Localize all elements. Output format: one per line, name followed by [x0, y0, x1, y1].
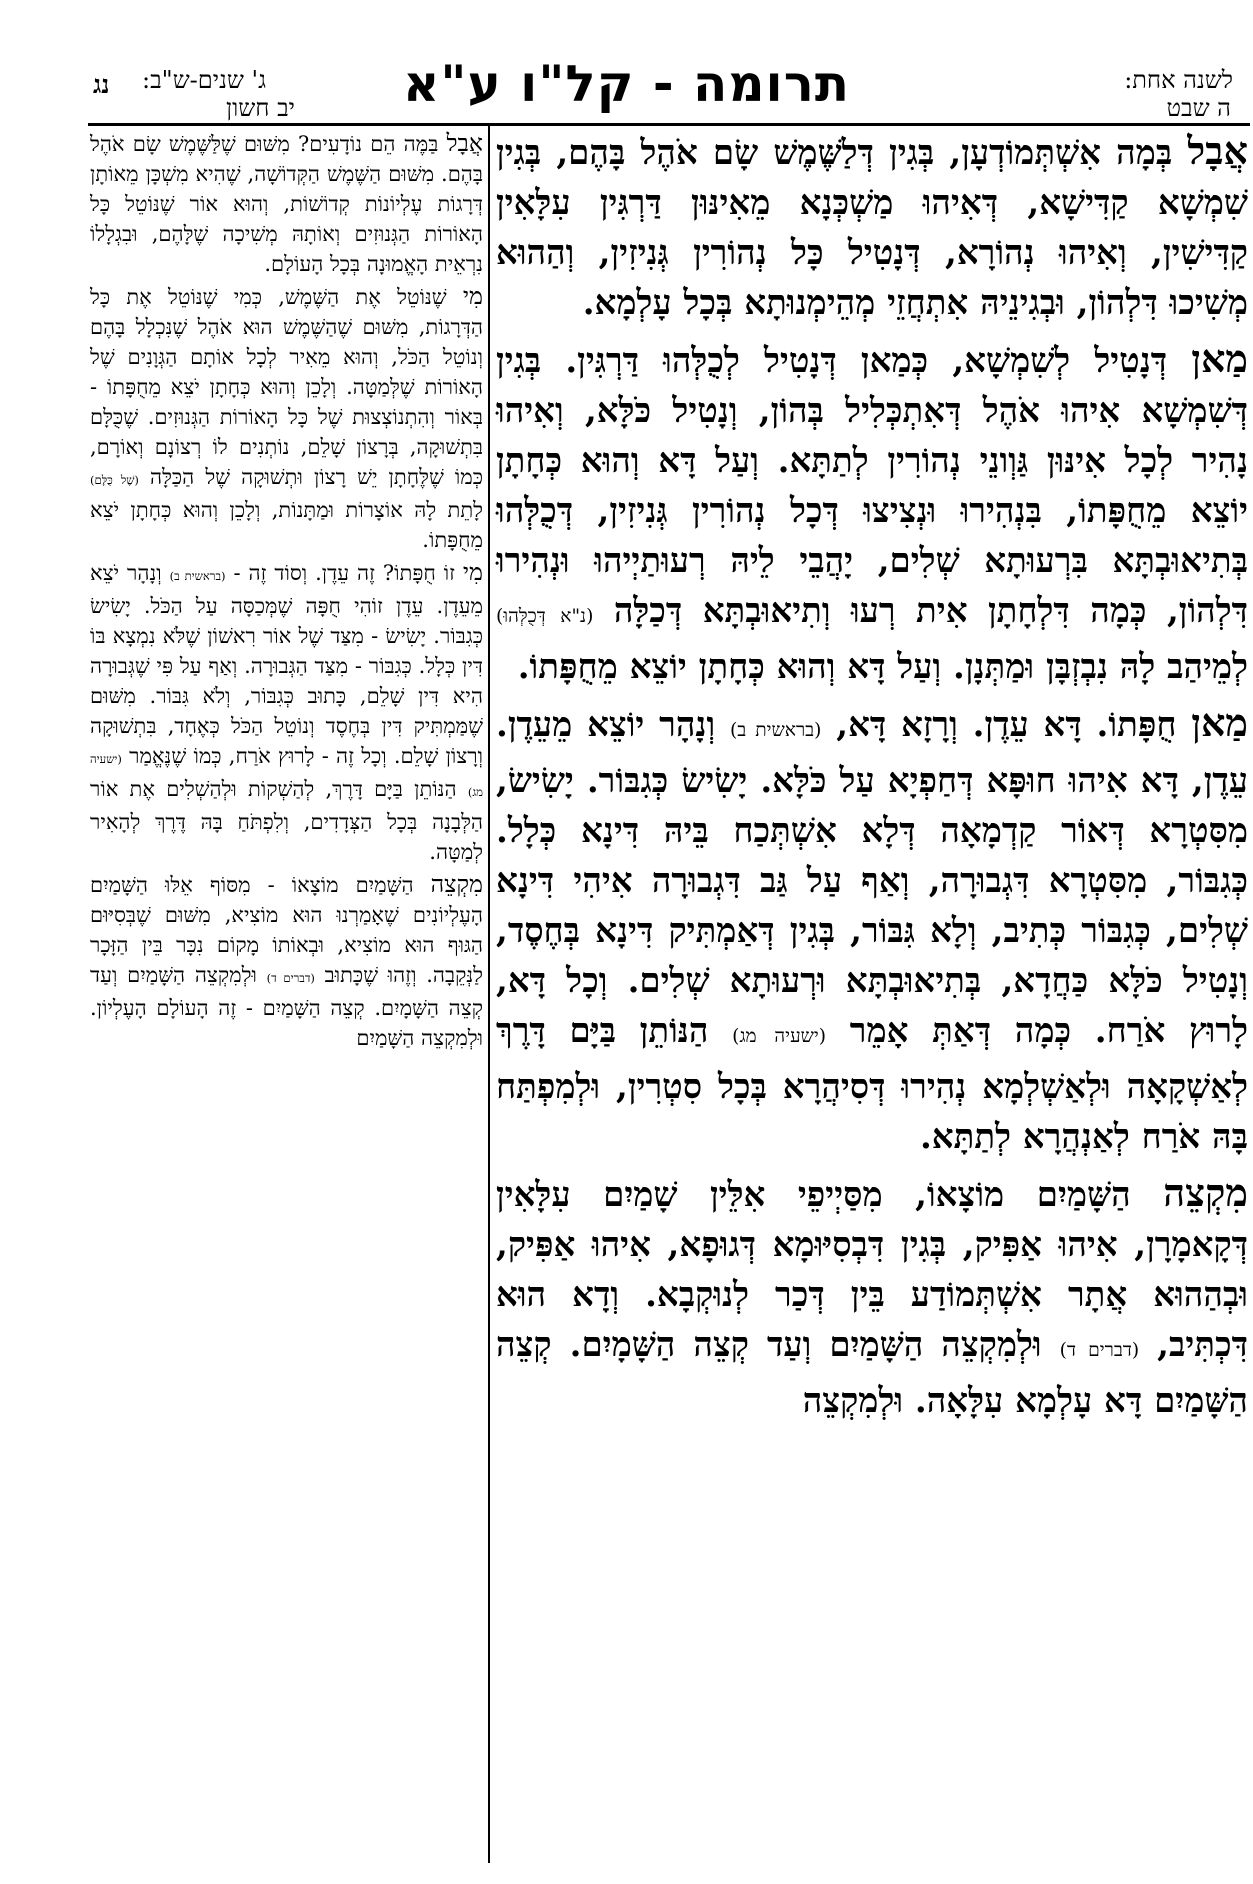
source-reference: (דברים ד): [266, 971, 315, 985]
variant-reading-note: (נ"א דְּכֻלְּהוּ): [496, 606, 594, 627]
column-divider: [488, 123, 490, 1863]
source-reference: (בראשית ב): [729, 720, 822, 741]
commentary-paragraph-4: [90, 869, 483, 1053]
page-number: נג: [93, 70, 110, 99]
commentary-column: [90, 128, 483, 1053]
source-reference: (דברים ד): [1059, 1340, 1140, 1361]
schedule-three-years-date: יב חשון: [226, 94, 295, 122]
schedule-three-years-label: ג' שנים-ש"ב:: [142, 66, 267, 94]
paragraph-text-continued: לָתֵת לָהּ אוֹצָרוֹת וּמַתָּנוֹת, וְלָכֵן וְהוּא כְּחָתָן יֹצֵא מֵחֻפָּתוֹ.: [90, 498, 483, 552]
paragraph-text: שֶׁנּוֹטֵל אֶת הַשֶּׁמֶשׁ, כְּמִי שֶׁנּוֹטֵל אֶת כָּל הַדְּרָגוֹת, מִשּׁוּם שֶׁהַשֶּׁמֶשׁ הוּא אֹהֶל שֶׁנִּכְלָל בָּהֶם וְנוֹטֵל הַכֹּל, וְהוּא מֵאִיר לְכָל אוֹתָם הַגְּוָנִים שֶׁל הָאוֹרוֹת שֶׁלְּמַטָּה. וְלָכֵן וְהוּא כְּחָתָן יֹצֵא מֵחֻפָּתוֹ - בְּאוֹר וְהִתְנוֹצְצוּת שֶׁל כָּל הָאוֹרוֹת הַגְּנוּזִים. שֶׁכֻּלָּם בִּתְשׁוּקָה, בְּרָצוֹן שָׁלֵם, נוֹתְנִים לוֹ רְצוֹנָם וְאוֹרָם, כְּמוֹ שֶׁלֶּחָתָן יֵשׁ רָצוֹן וּתְשׁוּקָה שֶׁל הַכַּלָּה: [90, 285, 483, 489]
paragraph-text: זוֹ חֻפָּתוֹ? זֶה עֵדֶן. וְסוֹד זֶה -: [225, 561, 463, 585]
paragraph-text: הַשָּׁמַיִם מוֹצָאוֹ, מִסַּיְיפֵי אִלֵּין שָׁמַיִם עִלָּאִין דְּקָאמָרָן, אִיהוּ אַפִּיק, בְּגִין דִּבְסִיּוּמָא דְּגוּפָא, אִיהוּ אַפִּיק, וּבְהַהוּא אֲתָר אִשְׁתְּמוֹדַע בֵּין דְּכַר לְנוּקְבָא. וְדָא הוּא דִּכְתִּיב,: [496, 1175, 1248, 1365]
opening-word: מִי: [462, 282, 483, 310]
schedule-one-year-date: ה שבט: [1166, 94, 1231, 122]
paragraph-text: חֻפָּתוֹ. דָּא עֵדֶן. וְרָזָא דָּא,: [821, 705, 1192, 745]
source-reference: (ישעיה מג): [732, 1026, 827, 1047]
source-reference: (ישעיה מג): [90, 752, 483, 799]
variant-reading-note: (שֶׁל כֻּלָּם): [90, 473, 139, 487]
paragraph-text: בַּמֶּה הֵם נוֹדָעִים? מִשּׁוּם שֶׁלַּשֶּׁמֶשׁ שָׂם אֹהֶל בָּהֶם. מִשּׁוּם הַשֶּׁמֶשׁ הַקְּדוֹשָׁה, שֶׁהִיא מִשְׁכָּן מֵאוֹתָן דְּרָגוֹת עֶלְיוֹנוֹת קְדוֹשׁוֹת, וְהוּא אוֹר שֶׁנּוֹטֵל כָּל הָאוֹרוֹת הַגְּנוּזִים וְאוֹתָהּ מְשִׁיכָה שֶׁלָּהֶם, וּבִגְלָלוֹ נִרְאֵית הָאֱמוּנָה בְּכָל הָעוֹלָם.: [90, 132, 483, 276]
paragraph-text-continued: וּלְמִקְצֵה הַשָּׁמַיִם וְעַד קְצֵה הַשָּׁמָיִם. קְצֵה הַשָּׁמַיִם דָּא עָלְמָא עִלָּאָה. וּלְמִקְצֵה: [496, 1325, 1248, 1421]
main-paragraph-1: [496, 126, 1248, 328]
commentary-paragraph-3: [90, 557, 483, 867]
opening-word: מִקְצֵה: [1163, 1170, 1248, 1215]
main-paragraph-3: [496, 698, 1248, 1162]
paragraph-text: דְּנָטִיל לְשִׁמְשָׁא, כְּמַאן דְּנָטִיל לְכֻלְּהוּ דַּרְגִּין. בְּגִין דְּשִׁמְשָׁא אִיהוּ אֹהֶל דְּאִתְכְּלִיל בְּהוֹן, וְנָטִיל כֹּלָּא, וְאִיהוּ נָהִיר לְכָל אִינּוּן גַּוְונֵי נְהוֹרִין לְתַתָּא. וְעַל דָּא וְהוּא כְּחָתָן יוֹצֵא מֵחֻפָּתוֹ, בִּנְהִירוּ וּנְצִיצוּ דְּכָל נְהוֹרִין גְּנִיזִין, דְּכֻלְּהוּ בְּתִיאוּבְתָּא בִּרְעוּתָא שְׁלִים, יָהֲבֵי לֵיהּ רְעוּתַיְיהוּ וּנְהִירוּ דִּלְהוֹן, כְּמָה דִּלְחָתָן אִית רְעוּ וְתִיאוּבְתָּא דְּכַלָּה: [496, 341, 1248, 631]
paragraph-text: בְּמָה אִשְׁתְּמוֹדְעָן, בְּגִין דְּלַשֶּׁמֶשׁ שָׂם אֹהֶל בָּהֶם, בְּגִין שִׁמְשָׁא קַדִּישָׁא, דְּאִיהוּ מַשְׁכְּנָא מֵאִינּוּן דַּרְגִּין עִלָּאִין קַדִּישִׁין, וְאִיהוּ נְהוֹרָא, דְּנָטִיל כָּל נְהוֹרִין גְּנִיזִין, וְהַהוּא מְשִׁיכוּ דִּלְהוֹן, וּבְגִינֵיהּ אִתְחֲזֵי מְהֵימְנוּתָא בְּכָל עָלְמָא.: [496, 133, 1248, 323]
paragraph-text-continued: הַנּוֹתֵן בַּיָּם דָּרֶךְ לְאַשְׁקָאָה וּלְאַשְׁלְמָא נְהִירוּ דְּסִיהֲרָא בְּכָל סִטְרִין, וּלְמִפְתַּח בָּהּ אֹרַח לְאַנְהֲרָא לְתַתָּא.: [496, 1011, 1248, 1157]
page-title: תרומה - קל"ו ע"א: [403, 55, 850, 113]
main-paragraph-2: [496, 334, 1248, 692]
source-reference: (בראשית ב): [169, 569, 226, 583]
opening-word: אֲבָל: [1187, 128, 1248, 173]
schedule-one-year-label: לשנה אחת:: [1124, 66, 1233, 94]
page-header: [0, 0, 1253, 120]
opening-word: מַאן: [1191, 700, 1248, 745]
paragraph-text-continued: לְמֵיהַב לָהּ נִבְזְבָּן וּמַתְּנָן. וְעַל דָּא וְהוּא כְּחָתָן יוֹצֵא מֵחֻפָּתוֹ.: [517, 647, 1248, 687]
opening-word: מִקְצֵה: [430, 870, 483, 898]
main-text-column: [496, 126, 1248, 1426]
opening-word: אֲבָל: [446, 129, 483, 157]
main-paragraph-4: [496, 1168, 1248, 1426]
paragraph-text-continued: וְנָהָר יוֹצֵא מֵעֵדֶן. עֵדֶן, דָּא אִיהוּ חוּפָּא דְּחַפְיָא עַל כֹּלָּא. יָשִׂישׂ כְּגִבּוֹר. יָשִׂישׂ, מִסִּטְרָא דְּאוֹר קַדְמָאָה דְּלָא אִשְׁתְּכַח בֵּיהּ דִּינָא כְּלָל. כְּגִבּוֹר, מִסִּטְרָא דִּגְבוּרָה, וְאַף עַל גַּב דִּגְבוּרָה אִיהִי דִּינָא שְׁלִים, כְּגִבּוֹר כְּתִיב, וְלָא גִּבּוֹר, בְּגִין דְּאַמְתִּיק דִּינָא בְּחֶסֶד, וְנָטִיל כֹּלָּא כַּחֲדָא, בְּתִיאוּבְתָּא וּרְעוּתָא שְׁלִים. וְכָל דָּא, לָרוּץ אֹרַח. כְּמָה דְּאַתְּ אָמֵר: [496, 705, 1248, 1051]
paragraph-text: הַשָּׁמַיִם מוֹצָאוֹ - מִסּוֹף אֵלּוּ הַשָּׁמַיִם הָעֶלְיוֹנִים שֶׁאָמַרְנוּ הוּא מוֹצִיא, מִשּׁוּם שֶׁבְּסִיּוּם הַגּוּף הוּא מוֹצִיא, וּבְאוֹתוֹ מָקוֹם נִכָּר בֵּין הַזָּכָר לַנְּקֵבָה. וְזֶהוּ שֶׁכָּתוּב: [90, 873, 483, 987]
paragraph-text-continued: וְנָהָר יֹצֵא מֵעֵדֶן. עֵדֶן זוֹהִי חֻפָּה שֶׁמְּכַסָּה עַל הַכֹּל. יָשִׂישׂ כְּגִבּוֹר. יָשִׂישׂ - מִצַּד שֶׁל אוֹר רִאשׁוֹן שֶׁלֹּא נִמְצָא בּוֹ דִּין כְּלָל. כְּגִבּוֹר - מִצַּד הַגְּבוּרָה. וְאַף עַל פִּי שֶׁגְּבוּרָה הִיא דִּין שָׁלֵם, כָּתוּב כְּגִבּוֹר, וְלֹא גִּבּוֹר. מִשּׁוּם שֶׁמַּמְתִּיק דִּין בְּחֶסֶד וְנוֹטֵל הַכֹּל כְּאֶחָד, בִּתְשׁוּקָה וְרָצוֹן שָׁלֵם. וְכָל זֶה - לָרוּץ אֹרַח, כְּמוֹ שֶׁנֶּאֱמַר: [90, 561, 483, 768]
paragraph-text-continued: הַנּוֹתֵן בַּיָּם דָּרֶךְ, לְהַשְׁקוֹת וּלְהַשְׁלִים אֶת אוֹר הַלְּבָנָה בְּכָל הַצְּדָדִים, וְלִפְתֹּחַ בָּהּ דֶּרֶךְ לְהָאִיר לְמַטָּה.: [90, 777, 483, 864]
commentary-paragraph-2: [90, 281, 483, 555]
paragraph-text-continued: וּלְמִקְצֵה הַשָּׁמַיִם וְעַד קְצֵה הַשָּׁמָיִם. קְצֵה הַשָּׁמַיִם - זֶה הָעוֹלָם הָעֶלְיוֹן. וּלְמִקְצֵה הַשָּׁמַיִם: [90, 963, 483, 1050]
commentary-paragraph-1: [90, 128, 483, 279]
opening-word: מִי: [462, 558, 483, 586]
opening-word: מַאן: [1191, 336, 1248, 381]
